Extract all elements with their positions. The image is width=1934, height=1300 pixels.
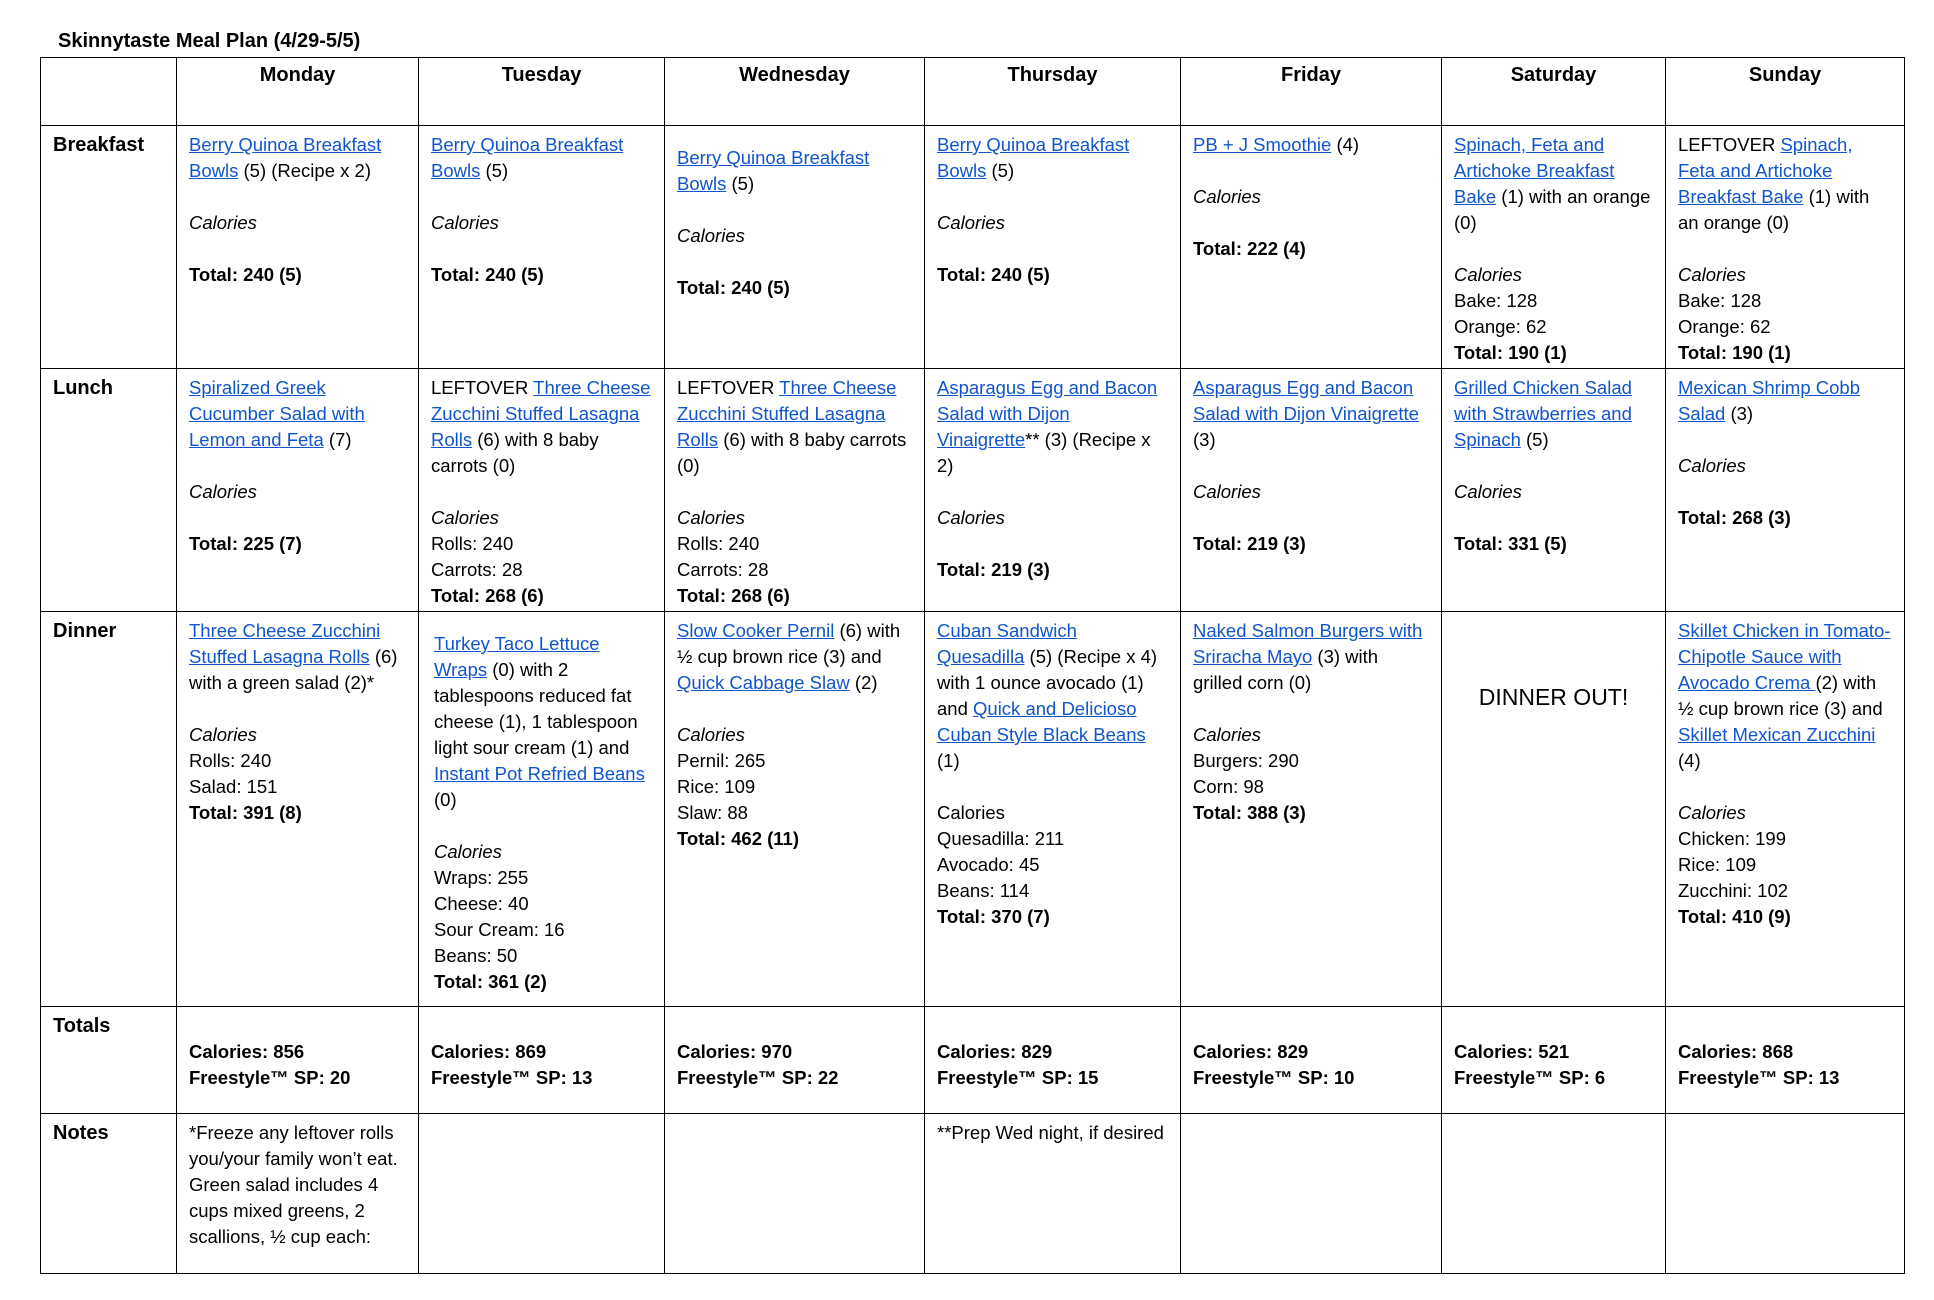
- recipe-link[interactable]: Turkey Taco Lettuce Wraps: [434, 633, 600, 680]
- calorie-item: Beans: 50: [434, 945, 518, 966]
- breakfast-cell-friday: [1181, 126, 1442, 369]
- calories-label: Calories: [677, 225, 745, 246]
- day-header-sunday: Sunday: [1666, 58, 1905, 126]
- notes-cell-wednesday: [665, 1114, 925, 1274]
- recipe-suffix: (2): [849, 672, 878, 693]
- calorie-item: Rice: 109: [1678, 854, 1757, 875]
- calorie-item: Salad: 151: [189, 776, 278, 797]
- meal-total: Total: 268 (6): [677, 585, 790, 606]
- calorie-item: Rice: 109: [677, 776, 756, 797]
- recipe-text: (5) (Recipe x 4) with 1 ounce avocado (1) and: [937, 646, 1158, 719]
- lunch-cell-saturday: [1442, 369, 1666, 612]
- row-label-lunch: Lunch: [41, 369, 177, 612]
- calorie-item: Avocado: 45: [937, 854, 1040, 875]
- breakfast-cell-sunday: [1666, 126, 1905, 369]
- calories-label: Calories: [189, 212, 257, 233]
- calorie-item: Bake: 128: [1678, 290, 1762, 311]
- meal-total: Total: 410 (9): [1678, 906, 1791, 927]
- calories-label: Calories: [189, 724, 257, 745]
- daily-calories: Calories: 856: [189, 1041, 305, 1062]
- calories-label: Calories: [431, 212, 499, 233]
- calories-label: Calories: [431, 507, 499, 528]
- calorie-item: Rolls: 240: [431, 533, 514, 554]
- meal-total: Total: 331 (5): [1454, 533, 1567, 554]
- meal-total: Total: 361 (2): [434, 971, 547, 992]
- recipe-link[interactable]: Spiralized Greek Cucumber Salad with Lemon and Feta: [189, 377, 365, 450]
- calorie-item: Carrots: 28: [677, 559, 769, 580]
- calories-label: Calories: [434, 841, 502, 862]
- recipe-link[interactable]: Three Cheese Zucchini Stuffed Lasagna Rolls: [189, 620, 381, 667]
- recipe-link[interactable]: Mexican Shrimp Cobb Salad: [1678, 377, 1860, 424]
- breakfast-cell-wednesday: [665, 126, 925, 369]
- calories-label: Calories: [1454, 481, 1522, 502]
- meal-total: Total: 219 (3): [937, 559, 1050, 580]
- calorie-item: Pernil: 265: [677, 750, 766, 771]
- recipe-link[interactable]: Berry Quinoa Breakfast Bowls: [189, 134, 382, 181]
- row-label-notes: Notes: [41, 1114, 177, 1274]
- lunch-cell-wednesday: [665, 369, 925, 612]
- recipe-suffix: (3) with grilled corn (0): [1193, 646, 1379, 693]
- calorie-item: Cheese: 40: [434, 893, 529, 914]
- calories-label: Calories: [1678, 264, 1746, 285]
- header-row: [41, 58, 1905, 126]
- daily-smartpoints: Freestyle™ SP: 6: [1454, 1067, 1606, 1088]
- daily-smartpoints: Freestyle™ SP: 13: [1678, 1067, 1840, 1088]
- lunch-cell-monday: [177, 369, 419, 612]
- note-text: Green salad includes 4 cups mixed greens, 2 scallions, ½ cup each:: [189, 1174, 379, 1247]
- recipe-suffix: (0): [434, 789, 457, 810]
- lunch-cell-tuesday: [419, 369, 665, 612]
- recipe-suffix: (5): [726, 173, 755, 194]
- leftover-label: LEFTOVER: [431, 377, 534, 398]
- recipe-suffix: (7): [323, 429, 352, 450]
- dinner-out-text: DINNER OUT!: [1478, 684, 1629, 710]
- recipe-link[interactable]: Berry Quinoa Breakfast Bowls: [677, 147, 870, 194]
- recipe-link[interactable]: Quick Cabbage Slaw: [677, 672, 850, 693]
- daily-calories: Calories: 829: [1193, 1041, 1309, 1062]
- notes-cell-sunday: [1666, 1114, 1905, 1274]
- daily-smartpoints: Freestyle™ SP: 15: [937, 1067, 1099, 1088]
- notes-cell-friday: [1181, 1114, 1442, 1274]
- calories-label: Calories: [677, 724, 745, 745]
- calorie-item: Beans: 114: [937, 880, 1030, 901]
- note-text: **Prep Wed night, if desired: [937, 1122, 1164, 1143]
- calories-label: Calories: [1193, 481, 1261, 502]
- notes-cell-tuesday: [419, 1114, 665, 1274]
- recipe-link[interactable]: Grilled Chicken Salad with Strawberries and Spinach: [1454, 377, 1632, 450]
- recipe-suffix: (3): [1725, 403, 1754, 424]
- dinner-row: [41, 612, 1905, 1007]
- recipe-suffix: (5): [986, 160, 1015, 181]
- recipe-text: (6) with ½ cup brown rice (3) and: [677, 620, 901, 667]
- breakfast-cell-monday: [177, 126, 419, 369]
- calorie-item: Corn: 98: [1193, 776, 1264, 797]
- dinner-cell-saturday: [1442, 612, 1666, 1007]
- meal-total: Total: 268 (3): [1678, 507, 1791, 528]
- recipe-suffix: (1) with an orange (0): [1678, 186, 1870, 233]
- row-label-totals: Totals: [41, 1007, 177, 1114]
- lunch-cell-friday: [1181, 369, 1442, 612]
- recipe-link[interactable]: Slow Cooker Pernil: [677, 620, 835, 641]
- calories-label: Calories: [1454, 264, 1522, 285]
- recipe-suffix: (6) with 8 baby carrots (0): [431, 429, 599, 476]
- totals-cell-wednesday: [665, 1007, 925, 1114]
- totals-cell-friday: [1181, 1007, 1442, 1114]
- calories-label: Calories: [189, 481, 257, 502]
- recipe-link[interactable]: Naked Salmon Burgers with Sriracha Mayo: [1193, 620, 1423, 667]
- calorie-item: Wraps: 255: [434, 867, 529, 888]
- calorie-item: Zucchini: 102: [1678, 880, 1789, 901]
- dinner-cell-friday: [1181, 612, 1442, 1007]
- meal-total: Total: 240 (5): [937, 264, 1050, 285]
- calorie-item: Burgers: 290: [1193, 750, 1299, 771]
- meal-total: Total: 190 (1): [1678, 342, 1791, 363]
- lunch-cell-thursday: [925, 369, 1181, 612]
- leftover-label: LEFTOVER: [677, 377, 780, 398]
- day-header-saturday: Saturday: [1442, 58, 1666, 126]
- recipe-suffix: (6) with a green salad (2)*: [189, 646, 398, 693]
- notes-row: [41, 1114, 1905, 1274]
- calorie-item: Sour Cream: 16: [434, 919, 565, 940]
- meal-total: Total: 219 (3): [1193, 533, 1306, 554]
- dinner-cell-sunday: [1666, 612, 1905, 1007]
- notes-cell-monday: [177, 1114, 419, 1274]
- recipe-text: (0) with 2 tablespoons reduced fat cheese (1), 1 tablespoon light sour cream (1) and: [434, 659, 638, 758]
- totals-cell-monday: [177, 1007, 419, 1114]
- dinner-cell-tuesday: [419, 612, 665, 1007]
- notes-cell-thursday: [925, 1114, 1181, 1274]
- daily-smartpoints: Freestyle™ SP: 10: [1193, 1067, 1355, 1088]
- daily-calories: Calories: 869: [431, 1041, 547, 1062]
- day-header-monday: Monday: [177, 58, 419, 126]
- meal-total: Total: 388 (3): [1193, 802, 1306, 823]
- recipe-suffix: (5) (Recipe x 2): [238, 160, 371, 181]
- meal-total: Total: 370 (7): [937, 906, 1050, 927]
- meal-total: Total: 240 (5): [677, 277, 790, 298]
- calorie-item: Orange: 62: [1454, 316, 1547, 337]
- notes-cell-saturday: [1442, 1114, 1666, 1274]
- day-header-thursday: Thursday: [925, 58, 1181, 126]
- recipe-link[interactable]: Berry Quinoa Breakfast Bowls: [937, 134, 1130, 181]
- recipe-suffix: (4): [1678, 750, 1701, 771]
- recipe-link[interactable]: Spinach, Feta and Artichoke Breakfast Bake: [1454, 134, 1615, 207]
- recipe-suffix: (5): [480, 160, 509, 181]
- day-header-tuesday: Tuesday: [419, 58, 665, 126]
- row-label-breakfast: Breakfast: [41, 126, 177, 369]
- recipe-link[interactable]: Asparagus Egg and Bacon Salad with Dijon Vinaigrette: [1193, 377, 1419, 424]
- corner-cell: [41, 58, 177, 126]
- calories-label: Calories: [937, 507, 1005, 528]
- totals-row: [41, 1007, 1905, 1114]
- meal-total: Total: 462 (11): [677, 828, 800, 849]
- breakfast-row: [41, 126, 1905, 369]
- calories-label: Calories: [1678, 802, 1746, 823]
- totals-cell-thursday: [925, 1007, 1181, 1114]
- recipe-link[interactable]: Quick and Delicioso Cuban Style Black Beans: [937, 698, 1146, 745]
- meal-total: Total: 240 (5): [189, 264, 302, 285]
- calories-label: Calories: [937, 802, 1005, 823]
- calories-label: Calories: [1678, 455, 1746, 476]
- recipe-suffix: (1) with an orange (0): [1454, 186, 1651, 233]
- recipe-link[interactable]: Berry Quinoa Breakfast Bowls: [431, 134, 624, 181]
- lunch-cell-sunday: [1666, 369, 1905, 612]
- calorie-item: Rolls: 240: [677, 533, 760, 554]
- meal-total: Total: 240 (5): [431, 264, 544, 285]
- recipe-suffix: (3): [1193, 429, 1216, 450]
- calorie-item: Slaw: 88: [677, 802, 748, 823]
- breakfast-cell-tuesday: [419, 126, 665, 369]
- recipe-link[interactable]: Spinach, Feta and Artichoke Breakfast Bake: [1678, 134, 1853, 207]
- calorie-item: Orange: 62: [1678, 316, 1771, 337]
- breakfast-cell-saturday: [1442, 126, 1666, 369]
- calories-label: Calories: [1193, 724, 1261, 745]
- row-label-dinner: Dinner: [41, 612, 177, 1007]
- calorie-item: Chicken: 199: [1678, 828, 1786, 849]
- daily-calories: Calories: 521: [1454, 1041, 1570, 1062]
- recipe-text: (2) with ½ cup brown rice (3) and: [1678, 672, 1883, 719]
- dinner-cell-wednesday: [665, 612, 925, 1007]
- recipe-suffix: (4): [1331, 134, 1360, 155]
- recipe-link[interactable]: Skillet Chicken in Tomato-Chipotle Sauce with Avocado Crema: [1678, 620, 1891, 693]
- daily-calories: Calories: 829: [937, 1041, 1053, 1062]
- day-header-wednesday: Wednesday: [665, 58, 925, 126]
- note-text: *Freeze any leftover rolls you/your family won’t eat.: [189, 1122, 398, 1169]
- calorie-item: Bake: 128: [1454, 290, 1538, 311]
- dinner-cell-monday: [177, 612, 419, 1007]
- recipe-link[interactable]: Three Cheese Zucchini Stuffed Lasagna Rolls: [431, 377, 651, 450]
- recipe-suffix: (6) with 8 baby carrots (0): [677, 429, 907, 476]
- recipe-link[interactable]: Cuban Sandwich Quesadilla: [937, 620, 1077, 667]
- totals-cell-saturday: [1442, 1007, 1666, 1114]
- calorie-item: Rolls: 240: [189, 750, 272, 771]
- daily-smartpoints: Freestyle™ SP: 13: [431, 1067, 593, 1088]
- recipe-link[interactable]: Asparagus Egg and Bacon Salad with Dijon Vinaigrette: [937, 377, 1158, 450]
- meal-total: Total: 391 (8): [189, 802, 302, 823]
- daily-smartpoints: Freestyle™ SP: 22: [677, 1067, 839, 1088]
- calories-label: Calories: [1193, 186, 1261, 207]
- calories-label: Calories: [937, 212, 1005, 233]
- totals-cell-sunday: [1666, 1007, 1905, 1114]
- meal-total: Total: 222 (4): [1193, 238, 1306, 259]
- calories-label: Calories: [677, 507, 745, 528]
- breakfast-cell-thursday: [925, 126, 1181, 369]
- daily-smartpoints: Freestyle™ SP: 20: [189, 1067, 351, 1088]
- page-title: Skinnytaste Meal Plan (4/29-5/5): [58, 30, 361, 52]
- meal-total: Total: 268 (6): [431, 585, 544, 606]
- recipe-link[interactable]: PB + J Smoothie: [1193, 134, 1332, 155]
- day-header-friday: Friday: [1181, 58, 1442, 126]
- meal-total: Total: 190 (1): [1454, 342, 1567, 363]
- totals-cell-tuesday: [419, 1007, 665, 1114]
- recipe-link[interactable]: Skillet Mexican Zucchini: [1678, 724, 1876, 745]
- recipe-suffix: ** (3) (Recipe x 2): [937, 429, 1151, 476]
- calorie-item: Quesadilla: 211: [937, 828, 1065, 849]
- recipe-suffix: (1): [937, 750, 960, 771]
- recipe-link[interactable]: Three Cheese Zucchini Stuffed Lasagna Rolls: [677, 377, 897, 450]
- leftover-label: LEFTOVER: [1678, 134, 1781, 155]
- recipe-link[interactable]: Instant Pot Refried Beans: [434, 763, 645, 784]
- lunch-row: [41, 369, 1905, 612]
- calorie-item: Carrots: 28: [431, 559, 523, 580]
- daily-calories: Calories: 868: [1678, 1041, 1794, 1062]
- daily-calories: Calories: 970: [677, 1041, 793, 1062]
- recipe-suffix: (5): [1520, 429, 1549, 450]
- meal-total: Total: 225 (7): [189, 533, 302, 554]
- meal-plan-table: [40, 57, 1905, 1274]
- dinner-cell-thursday: [925, 612, 1181, 1007]
